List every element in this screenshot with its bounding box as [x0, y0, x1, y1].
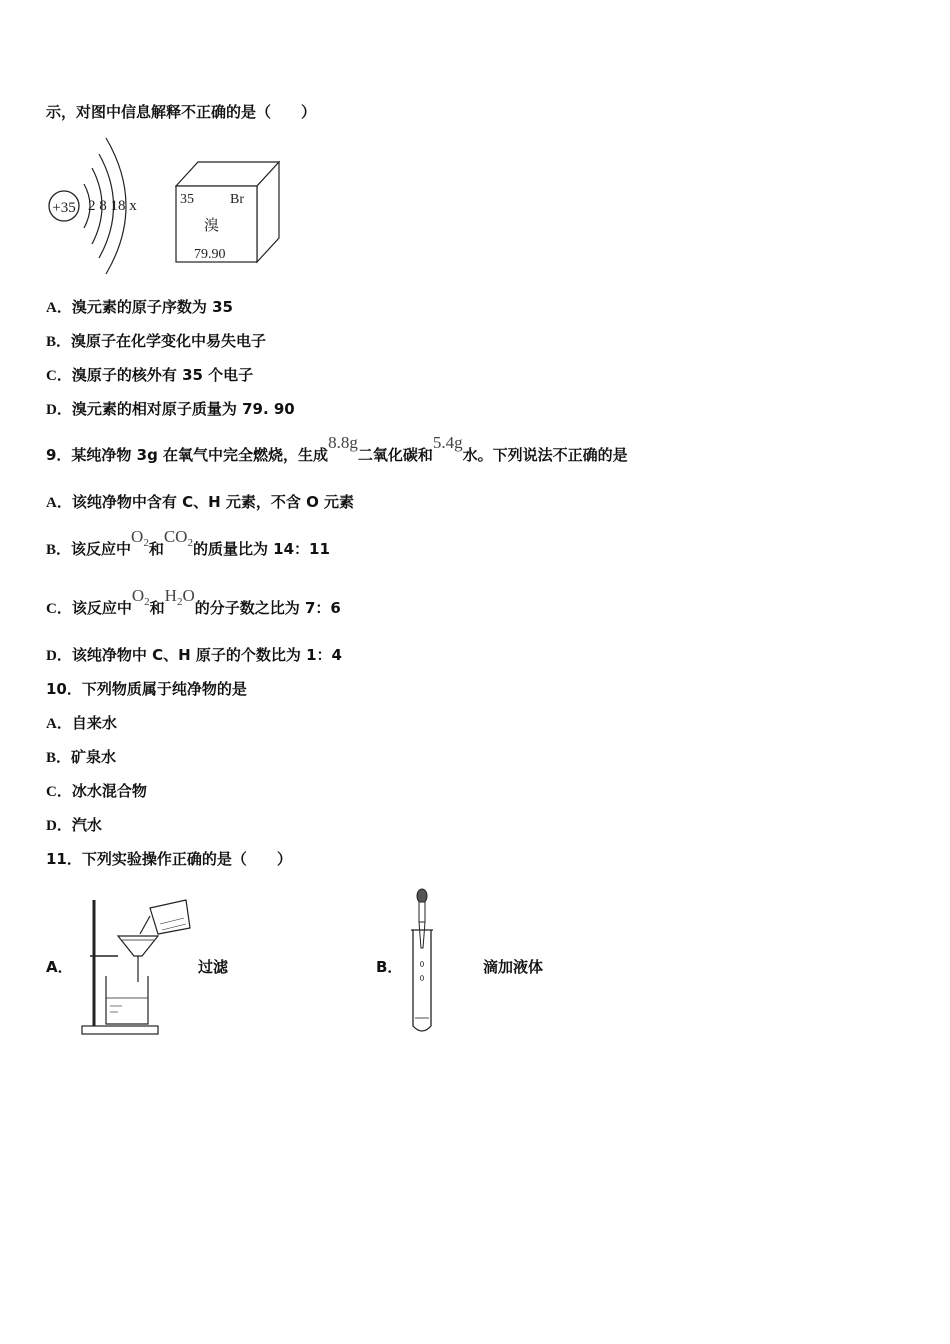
q8-option-a: A．溴元素的原子序数为 35	[46, 298, 233, 316]
q8-option-c: C．溴原子的核外有 35 个电子	[46, 366, 254, 384]
q9-option-b: B．该反应中$O_2$和$CO_2$的质量比为 14：11	[46, 527, 330, 558]
q9-co2-mass: 8.8g	[328, 433, 358, 452]
q10-option-b: B．矿泉水	[46, 748, 117, 766]
q9-option-c: C．该反应中$O_2$和$H_2O$的分子数之比为 7：6	[46, 586, 341, 617]
atom-nucleus-label: +35	[52, 200, 76, 216]
dropper-test-tube-image	[402, 886, 442, 1036]
formula-o2: $O_2$	[131, 586, 150, 608]
filtration-apparatus-image	[78, 890, 198, 1038]
q8-intro: 示，对图中信息解释不正确的是（ ）	[46, 103, 317, 121]
element-atomic-number: 35	[180, 192, 194, 207]
element-atomic-mass: 79.90	[194, 247, 226, 262]
q11-option-a-letter: A．	[46, 958, 73, 976]
formula-co2: $CO_2$	[163, 527, 193, 549]
bromine-atom-structure-diagram	[44, 132, 164, 278]
q10-option-c: C．冰水混合物	[46, 782, 147, 800]
q11-option-b-label: 滴加液体	[483, 958, 544, 976]
atom-shell-electrons: 2 8 18 x	[88, 198, 137, 214]
q10-stem: 10．下列物质属于纯净物的是	[46, 680, 247, 698]
element-symbol: Br	[230, 192, 244, 207]
q10-option-d: D．汽水	[46, 816, 102, 834]
element-name: 溴	[204, 216, 220, 234]
q8-option-b: B．溴原子在化学变化中易失电子	[46, 332, 267, 350]
formula-h2o: $H_2O$	[164, 586, 195, 608]
bromine-element-cell	[170, 158, 285, 268]
q9-option-a: A．该纯净物中含有 C、H 元素，不含 O 元素	[46, 493, 355, 511]
q10-option-a: A．自来水	[46, 714, 117, 732]
q9-option-d: D．该纯净物中 C、H 原子的个数比为 1：4	[46, 646, 342, 664]
q11-stem: 11．下列实验操作正确的是（ ）	[46, 850, 292, 868]
q11-option-a-label: 过滤	[198, 958, 229, 976]
q9-stem: 9．某纯净物 3g 在氧气中完全燃烧，生成8.8g二氧化碳和5.4g水。下列说法不正确的是	[46, 433, 628, 464]
q9-water-mass: 5.4g	[432, 433, 463, 452]
q8-option-d: D．溴元素的相对原子质量为 79. 90	[46, 400, 295, 418]
formula-o2: $O_2$	[131, 527, 149, 549]
q11-option-b-letter: B．	[376, 958, 403, 976]
